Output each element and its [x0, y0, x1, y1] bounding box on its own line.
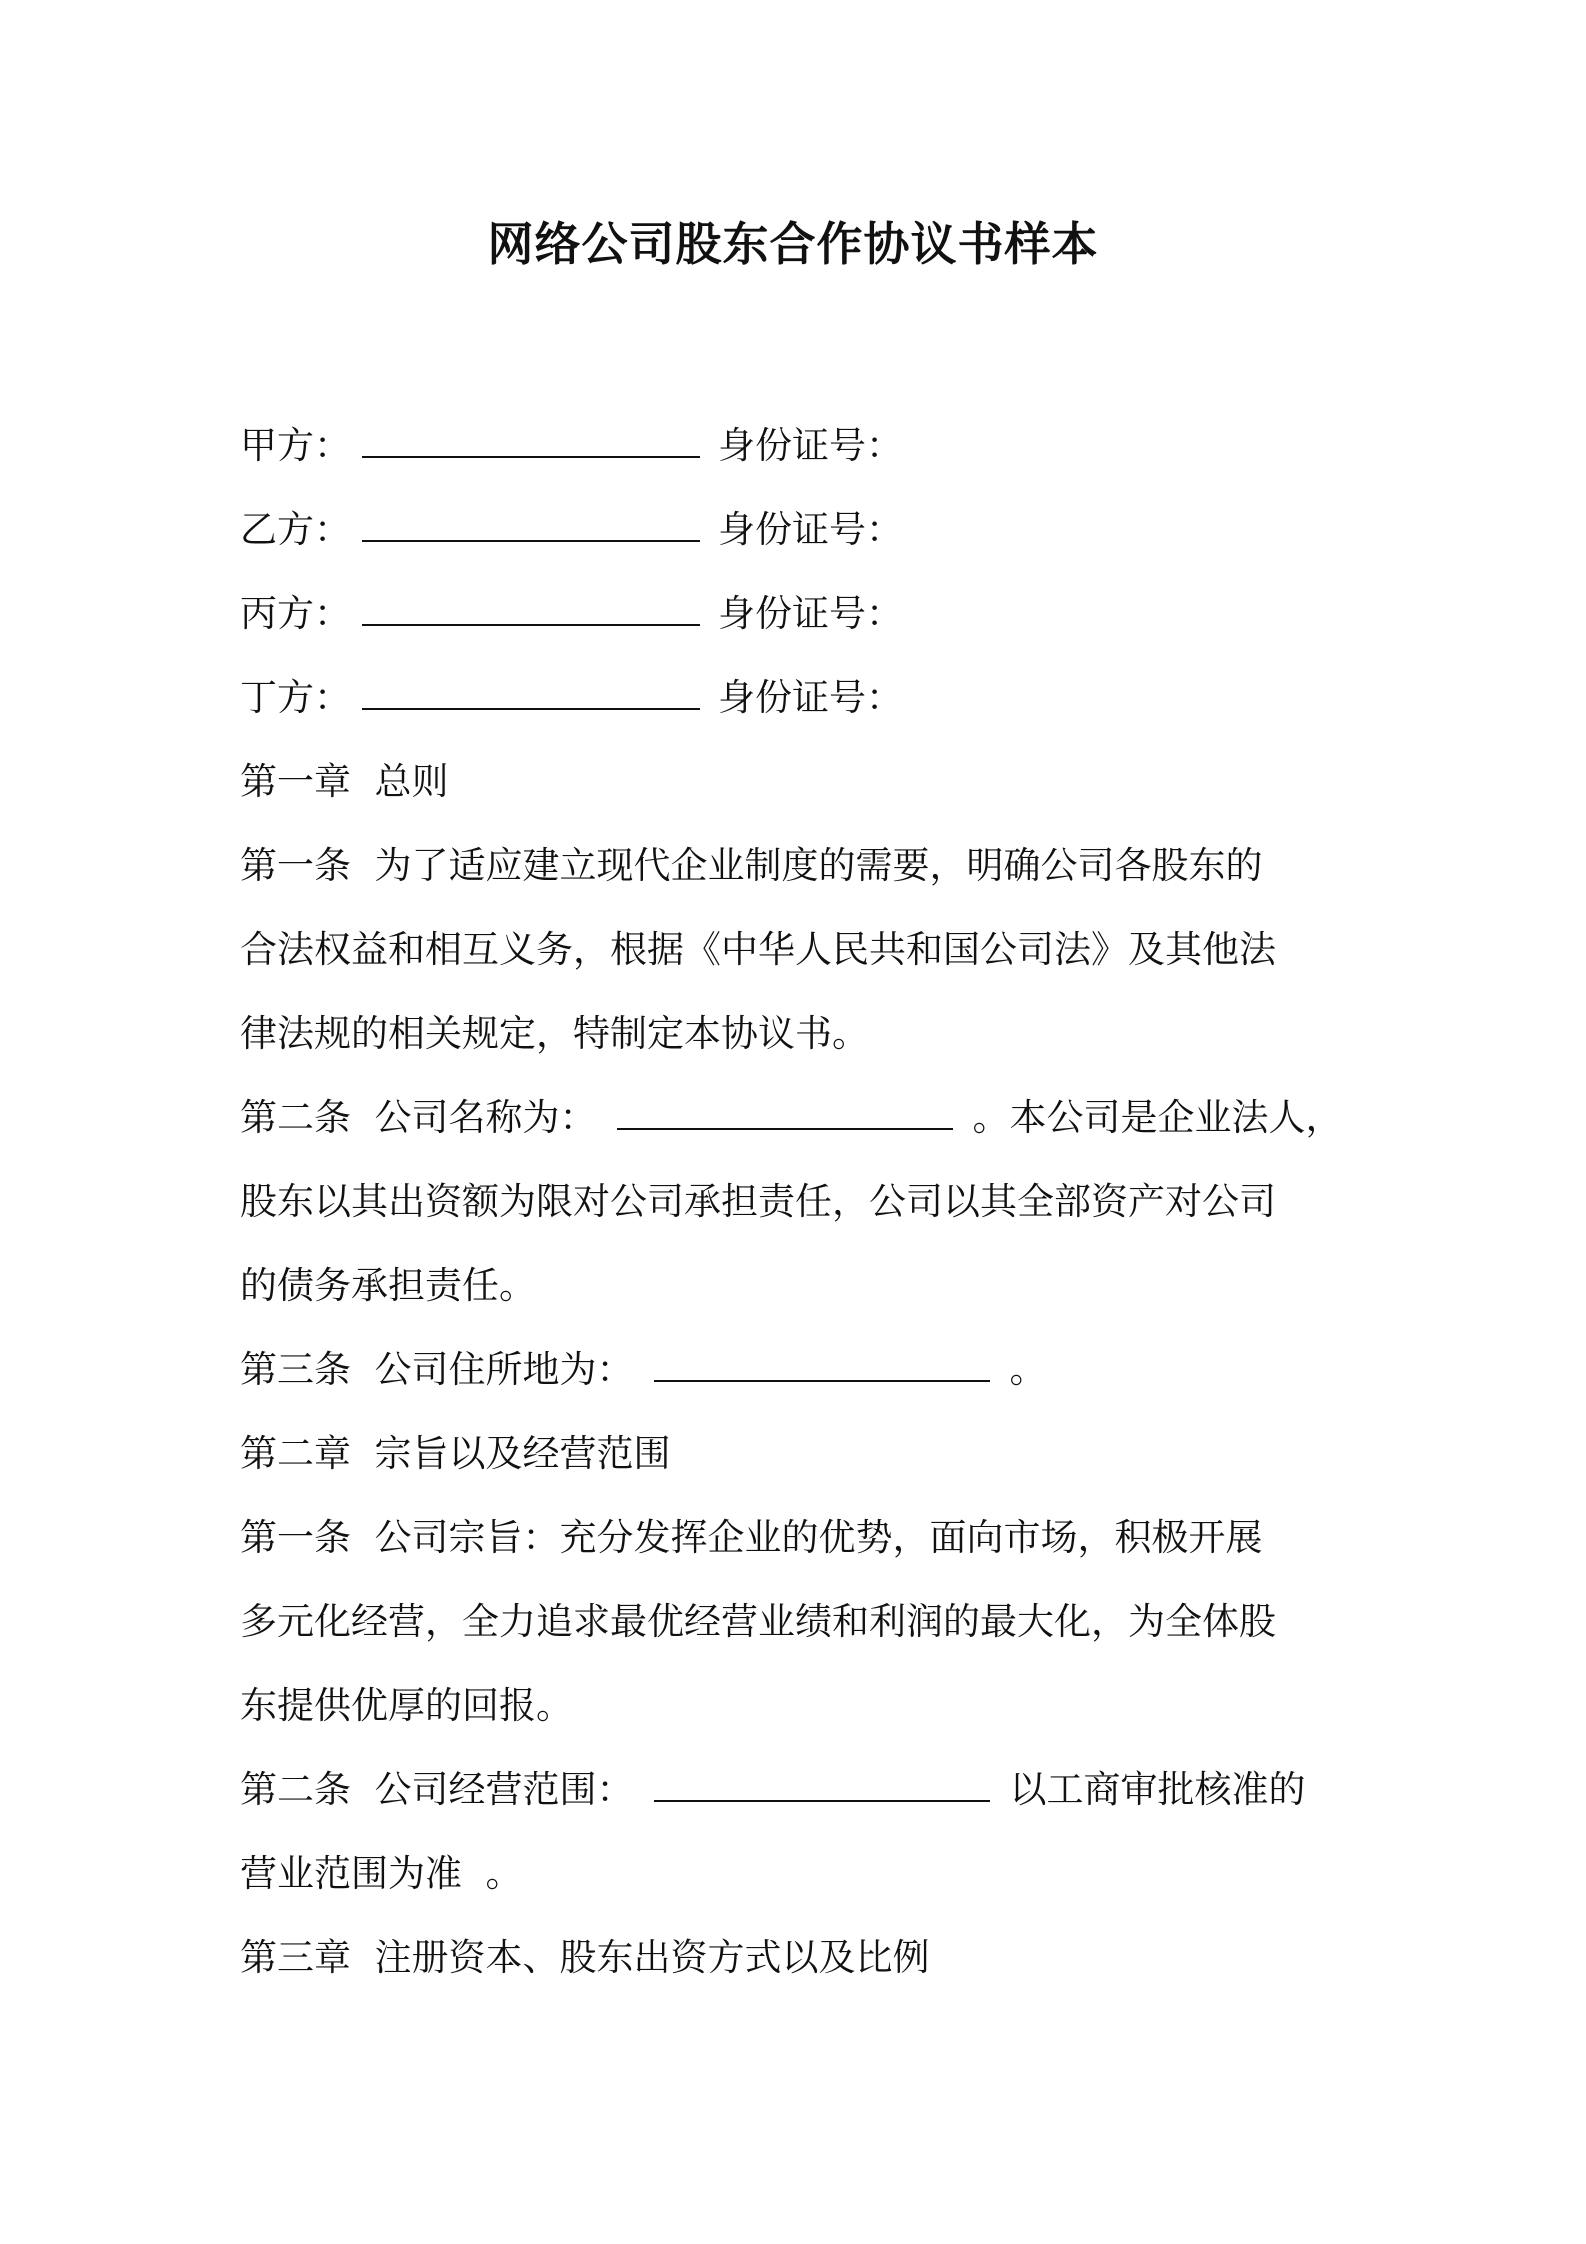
party-name-blank — [362, 620, 700, 626]
company-name-blank — [617, 1124, 953, 1130]
party-row — [240, 656, 1360, 740]
party-row — [240, 572, 1360, 656]
address-blank — [654, 1376, 990, 1382]
article-line — [240, 1748, 1360, 1832]
chapter-heading: 第一章 总则 — [240, 760, 449, 803]
article-line: 合法权益和相互义务，根据《中华人民共和国公司法》及其他法 — [240, 928, 1276, 971]
party-label: 甲方： — [240, 424, 351, 467]
article-prefix: 第二条 公司名称为： — [240, 1096, 597, 1139]
party-row — [240, 488, 1360, 572]
document-title: 网络公司股东合作协议书样本 — [487, 217, 1099, 271]
party-row — [240, 404, 1360, 488]
party-name-blank — [362, 452, 700, 458]
document-body — [240, 404, 1360, 2000]
party-name-blank — [362, 704, 700, 710]
party-name-blank — [362, 536, 700, 542]
party-label: 丙方： — [240, 592, 351, 635]
article-line: 营业范围为准 。 — [240, 1852, 523, 1895]
article-suffix: 以工商审批核准的 — [1009, 1768, 1306, 1811]
party-id-label: 身份证号： — [718, 424, 903, 467]
article-line: 的债务承担责任。 — [240, 1264, 536, 1307]
article-suffix: 。 — [1009, 1348, 1047, 1391]
article-line — [240, 1328, 1360, 1412]
party-id-label: 身份证号： — [718, 508, 903, 551]
party-label: 丁方： — [240, 676, 351, 719]
party-label: 乙方： — [240, 508, 351, 551]
article-line — [240, 1076, 1360, 1160]
party-id-label: 身份证号： — [718, 676, 903, 719]
article-line: 第一条 为了适应建立现代企业制度的需要，明确公司各股东的 — [240, 844, 1263, 887]
chapter-heading: 第三章 注册资本、股东出资方式以及比例 — [240, 1936, 930, 1979]
article-prefix: 第二条 公司经营范围： — [240, 1768, 634, 1811]
article-line: 股东以其出资额为限对公司承担责任，公司以其全部资产对公司 — [240, 1180, 1276, 1223]
party-id-label: 身份证号： — [718, 592, 903, 635]
article-prefix: 第三条 公司住所地为： — [240, 1348, 634, 1391]
article-line: 东提供优厚的回报。 — [240, 1684, 573, 1727]
article-line: 第一条 公司宗旨：充分发挥企业的优势，面向市场，积极开展 — [240, 1516, 1263, 1559]
chapter-heading: 第二章 宗旨以及经营范围 — [240, 1432, 671, 1475]
article-line: 律法规的相关规定，特制定本协议书。 — [240, 1012, 869, 1055]
article-suffix: 。本公司是企业法人， — [972, 1096, 1343, 1139]
article-line: 多元化经营，全力追求最优经营业绩和利润的最大化，为全体股 — [240, 1600, 1276, 1643]
business-scope-blank — [654, 1796, 990, 1802]
